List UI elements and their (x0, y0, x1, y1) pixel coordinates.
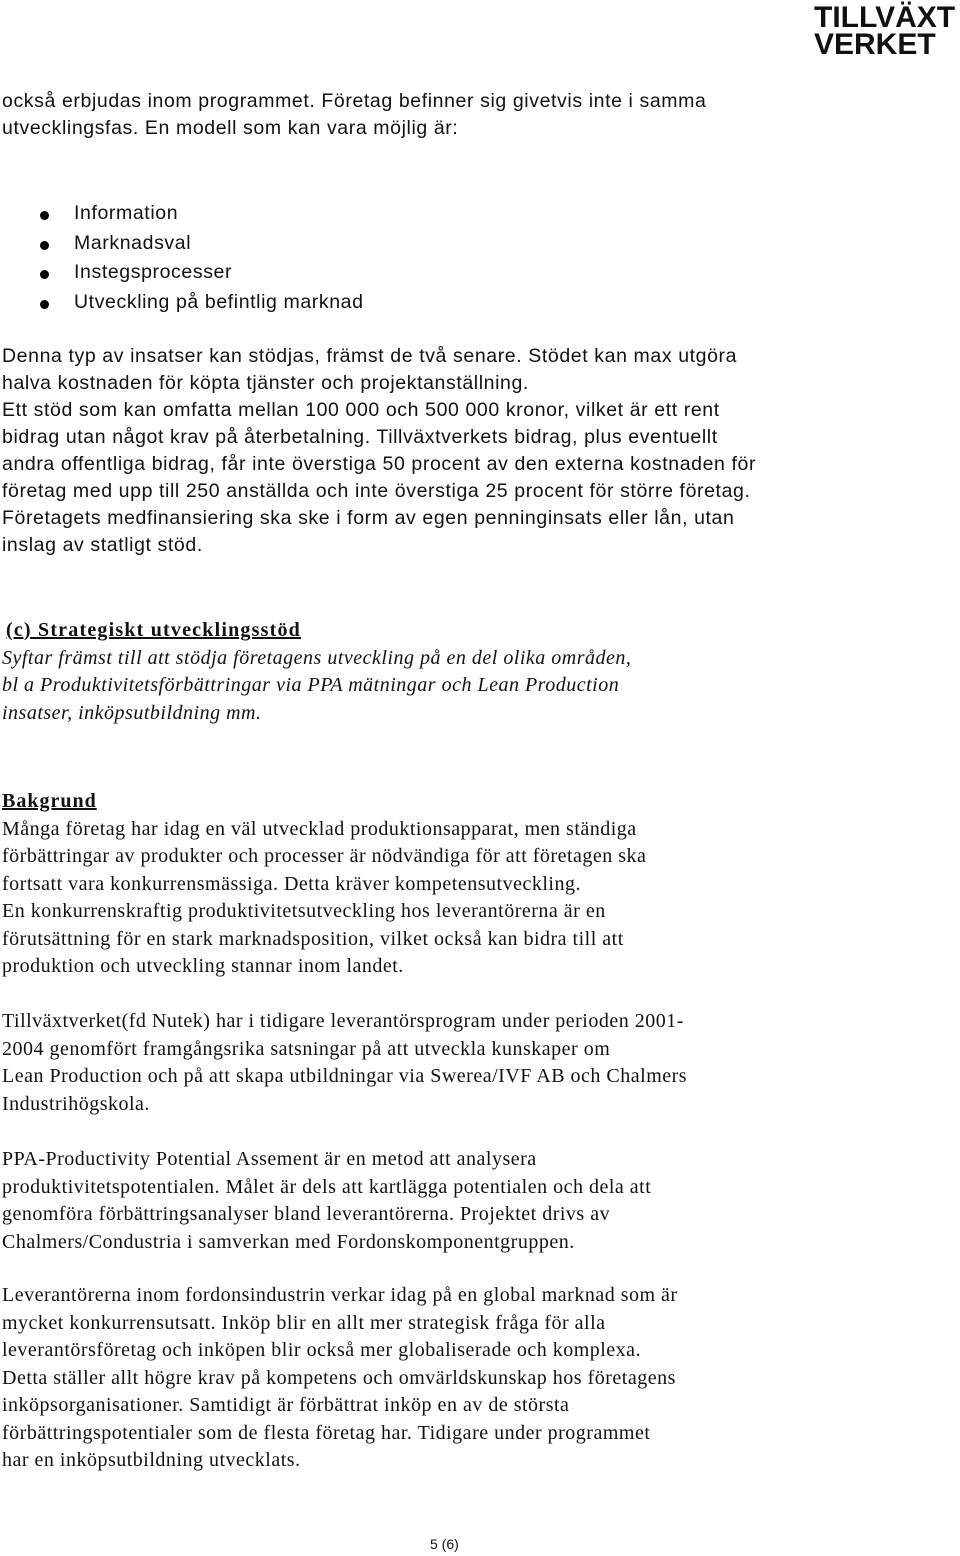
bullet-icon (40, 241, 49, 250)
text-line: PPA-Productivity Potential Assement är en metod att analysera (2, 1148, 537, 1170)
ppa-paragraph (2, 1146, 952, 1256)
text-line: utvecklingsfas. En modell som kan vara möjlig är: (2, 117, 459, 139)
section-heading: (c) Strategiskt utvecklingsstöd (6, 619, 301, 641)
text-line: har en inköpsutbildning utvecklats. (2, 1449, 301, 1471)
text-line: Denna typ av insatser kan stödjas, främst de två senare. Stödet kan max utgöra (2, 345, 738, 367)
tillvaxtverket-logo (812, 0, 960, 62)
support-paragraph (2, 343, 952, 559)
text-line: andra offentliga bidrag, får inte överstiga 50 procent av den externa kostnaden för (2, 453, 757, 475)
list-item-label: Marknadsval (74, 231, 192, 254)
text-line: produktion och utveckling stannar inom landet. (2, 955, 404, 977)
logo-line-2: VERKET (814, 28, 936, 61)
list-item-label: Instegsprocesser (74, 261, 233, 283)
text-line: bidrag utan något krav på återbetalning. Tillväxtverkets bidrag, plus eventuellt (2, 426, 718, 448)
list-item (0, 259, 364, 289)
text-line: mycket konkurrensutsatt. Inköp blir en allt mer strategisk fråga för alla (2, 1311, 606, 1334)
text-line: Tillväxtverket(fd Nutek) har i tidigare leverantörsprogram under perioden 2001- (2, 1010, 684, 1032)
italic-line: Syftar främst till att stödja företagens utveckling på en del olika områden, (2, 646, 632, 669)
list-item (0, 230, 364, 260)
list-item (0, 289, 364, 319)
text-line: Företagets medfinansiering ska ske i form av egen penninginsats eller lån, utan (2, 507, 735, 529)
text-line: Lean Production och på att skapa utbildningar via Swerea/IVF AB och Chalmers (2, 1065, 688, 1087)
text-line: också erbjudas inom programmet. Företag befinner sig givetvis inte i samma (2, 90, 707, 112)
text-line: inslag av statligt stöd. (2, 534, 203, 556)
text-line: förbättringspotentialer som de flesta företag har. Tidigare under programmet (2, 1421, 651, 1444)
purchasing-paragraph (2, 1282, 952, 1475)
list-item-label: Information (74, 202, 179, 224)
text-line: halva kostnaden för köpta tjänster och projektanställning. (2, 372, 529, 394)
text-line: inköpsorganisationer. Samtidigt är förbättrat inköp en av de största (2, 1394, 570, 1416)
text-line: En konkurrenskraftig produktivitetsutveckling hos leverantörerna är en (2, 900, 606, 922)
text-line: produktivitetspotentialen. Målet är dels att kartlägga potentialen och dela att (2, 1175, 652, 1198)
list-item-label: Utveckling på befintlig marknad (74, 290, 364, 313)
bakgrund-section (2, 788, 952, 981)
logo-line-1: TILLVÄXT (814, 1, 956, 34)
text-line: leverantörsföretag och inköpen blir också mer globaliserade och komplexa. (2, 1339, 642, 1361)
text-line: genomföra förbättringsanalyser bland leverantörerna. Projektet drivs av (2, 1203, 611, 1225)
italic-line: insatser, inköpsutbildning mm. (2, 701, 262, 724)
text-line: förutsättning för en stark marknadsposition, vilket också kan bidra till att (2, 927, 624, 950)
text-line: Chalmers/Condustria i samverkan med Fordonskomponentgruppen. (2, 1230, 575, 1253)
bullet-icon (40, 270, 49, 279)
bullet-icon (40, 300, 49, 309)
list-item (0, 200, 364, 230)
bullet-icon (40, 211, 49, 220)
bullet-list (0, 200, 364, 318)
text-line: Detta ställer allt högre krav på kompetens och omvärldskunskap hos företagens (2, 1366, 676, 1389)
text-line: 2004 genomfört framgångsrika satsningar på att utveckla kunskaper om (2, 1037, 611, 1060)
text-line: fortsatt vara konkurrensmässiga. Detta kräver kompetensutveckling. (2, 872, 581, 895)
text-line: Många företag har idag en väl utvecklad produktionsapparat, men ständiga (2, 817, 637, 840)
intro-paragraph (2, 88, 952, 142)
italic-line: bl a Produktivitetsförbättringar via PPA mätningar och Lean Production (2, 674, 620, 696)
page-number: 5 (6) (430, 1536, 459, 1552)
text-line: förbättringar av produkter och processer är nödvändiga för att företagen ska (2, 845, 647, 867)
text-line: företag med upp till 250 anställda och inte överstiga 25 procent för större företag. (2, 480, 751, 502)
text-line: Ett stöd som kan omfatta mellan 100 000 och 500 000 kronor, vilket är ett rent (2, 399, 720, 421)
text-line: Industrihögskola. (2, 1092, 150, 1115)
history-paragraph (2, 1008, 952, 1118)
section-heading: Bakgrund (2, 790, 97, 812)
text-line: Leverantörerna inom fordonsindustrin verkar idag på en global marknad som är (2, 1284, 678, 1306)
section-c (2, 617, 952, 727)
